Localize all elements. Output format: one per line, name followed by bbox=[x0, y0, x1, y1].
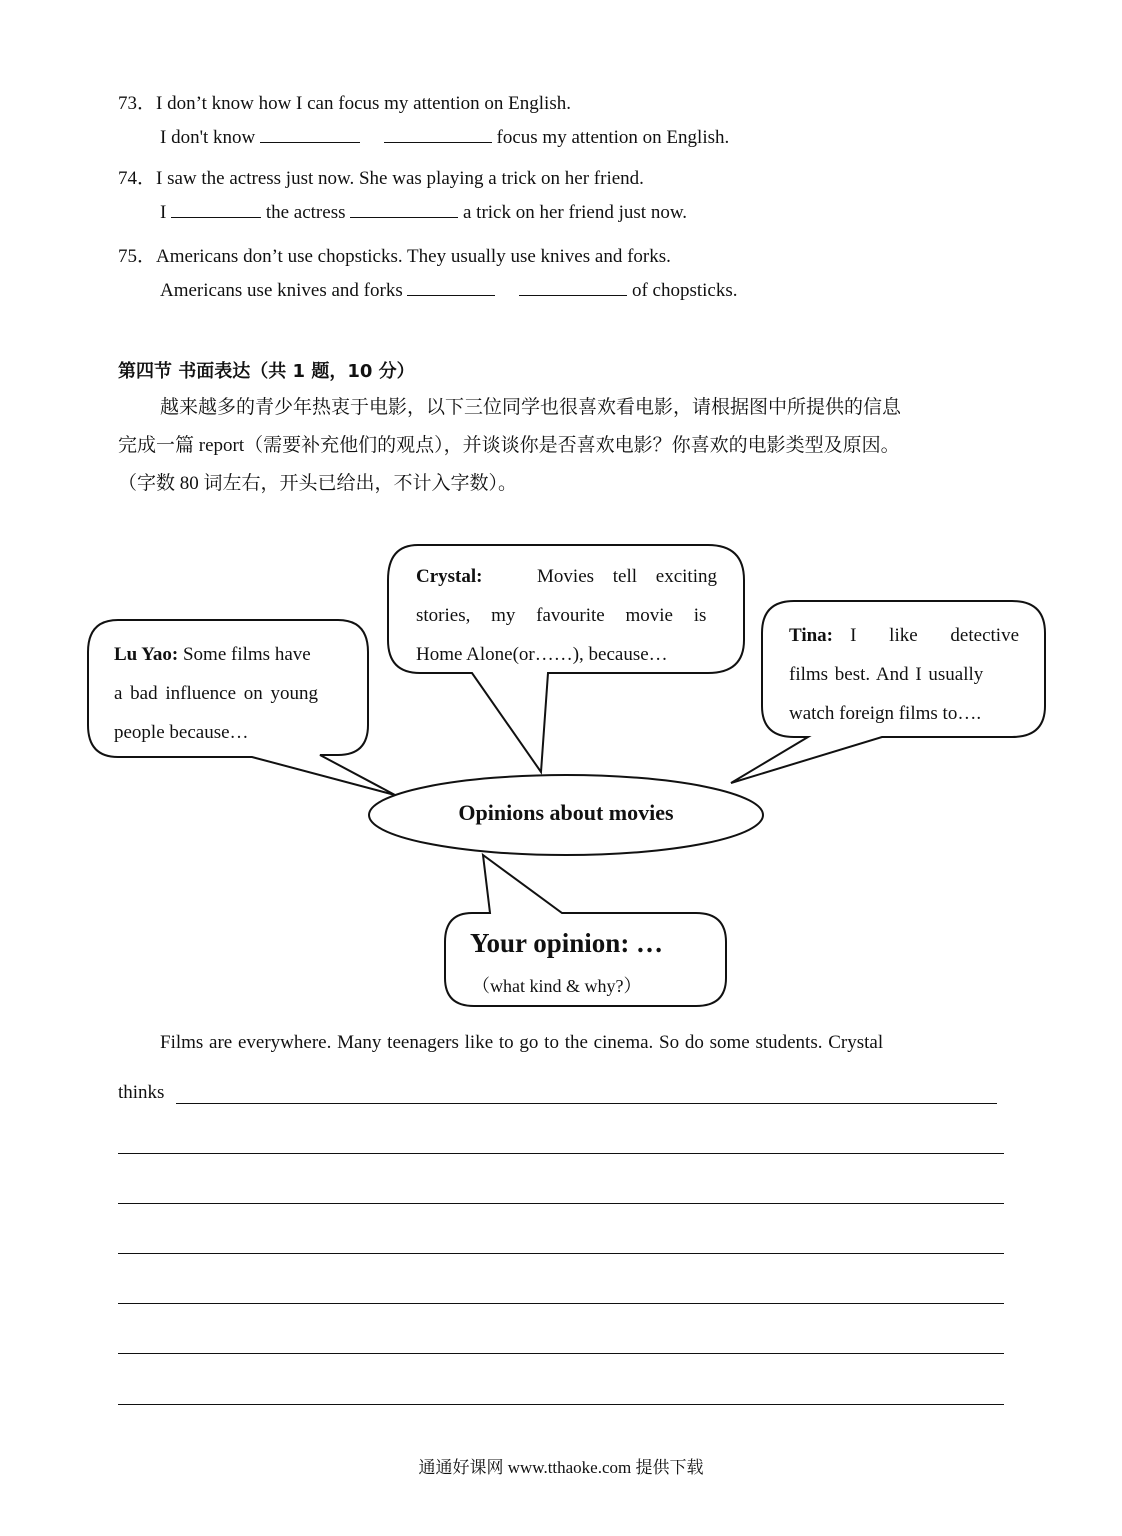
q73-number: 73． bbox=[118, 93, 157, 114]
writing-line-first[interactable] bbox=[176, 1103, 997, 1104]
luyao-text: Lu Yao: Some films have a bad influence on young people because… bbox=[114, 644, 319, 743]
center-label: Opinions about movies bbox=[458, 800, 674, 825]
q74-number: 74． bbox=[118, 168, 157, 189]
q75-rewrite: Americans use knives and forks of chopsticks. bbox=[160, 280, 738, 301]
q74-text: I saw the actress just now. She was playing a trick on her friend. bbox=[156, 168, 644, 189]
writing-line[interactable] bbox=[118, 1353, 1004, 1354]
writing-line[interactable] bbox=[118, 1303, 1004, 1304]
crystal-name: Crystal: bbox=[416, 566, 483, 587]
instruction-line-3: （字数 80 词左右，开头已给出，不计入字数）。 bbox=[118, 473, 518, 494]
q75-number: 75． bbox=[118, 246, 157, 267]
writing-line[interactable] bbox=[118, 1253, 1004, 1254]
instruction-line-2: 完成一篇 report（需要补充他们的观点），并谈谈你是否喜欢电影？你喜欢的电影类型及原因。 bbox=[118, 435, 900, 456]
writing-line[interactable] bbox=[118, 1153, 1004, 1154]
crystal-text: Crystal: Movies tell exciting stories, my favourite movie is Home Alone(or……), because… bbox=[416, 557, 717, 674]
tina-text: Tina: I like detective films best. And I usually watch foreign films to…. bbox=[789, 616, 1019, 733]
your-opinion-sub: （what kind & why?） bbox=[472, 976, 642, 996]
essay-start: thinks bbox=[118, 1082, 165, 1103]
writing-line[interactable] bbox=[118, 1404, 1004, 1405]
luyao-name: Lu Yao: bbox=[114, 644, 179, 665]
q75-text: Americans don’t use chopsticks. They usually use knives and forks. bbox=[156, 246, 671, 267]
q73-rewrite: I don't know focus my attention on English. bbox=[160, 127, 730, 148]
writing-line[interactable] bbox=[118, 1203, 1004, 1204]
section-title: 第四节 书面表达（共 1 题，10 分） bbox=[118, 361, 415, 382]
q73-text: I don’t know how I can focus my attention on English. bbox=[156, 93, 571, 114]
your-opinion-title: Your opinion: … bbox=[470, 928, 664, 958]
q74-rewrite: I the actress a trick on her friend just now. bbox=[160, 202, 688, 223]
page-footer: 通通好课网 www.tthaoke.com 提供下载 bbox=[418, 1458, 704, 1477]
tina-name: Tina: bbox=[789, 625, 834, 646]
instruction-line-1: 越来越多的青少年热衷于电影，以下三位同学也很喜欢看电影，请根据图中所提供的信息 bbox=[160, 397, 902, 418]
essay-intro: Films are everywhere. Many teenagers like to go to the cinema. So do some students. Crystal bbox=[160, 1032, 884, 1053]
